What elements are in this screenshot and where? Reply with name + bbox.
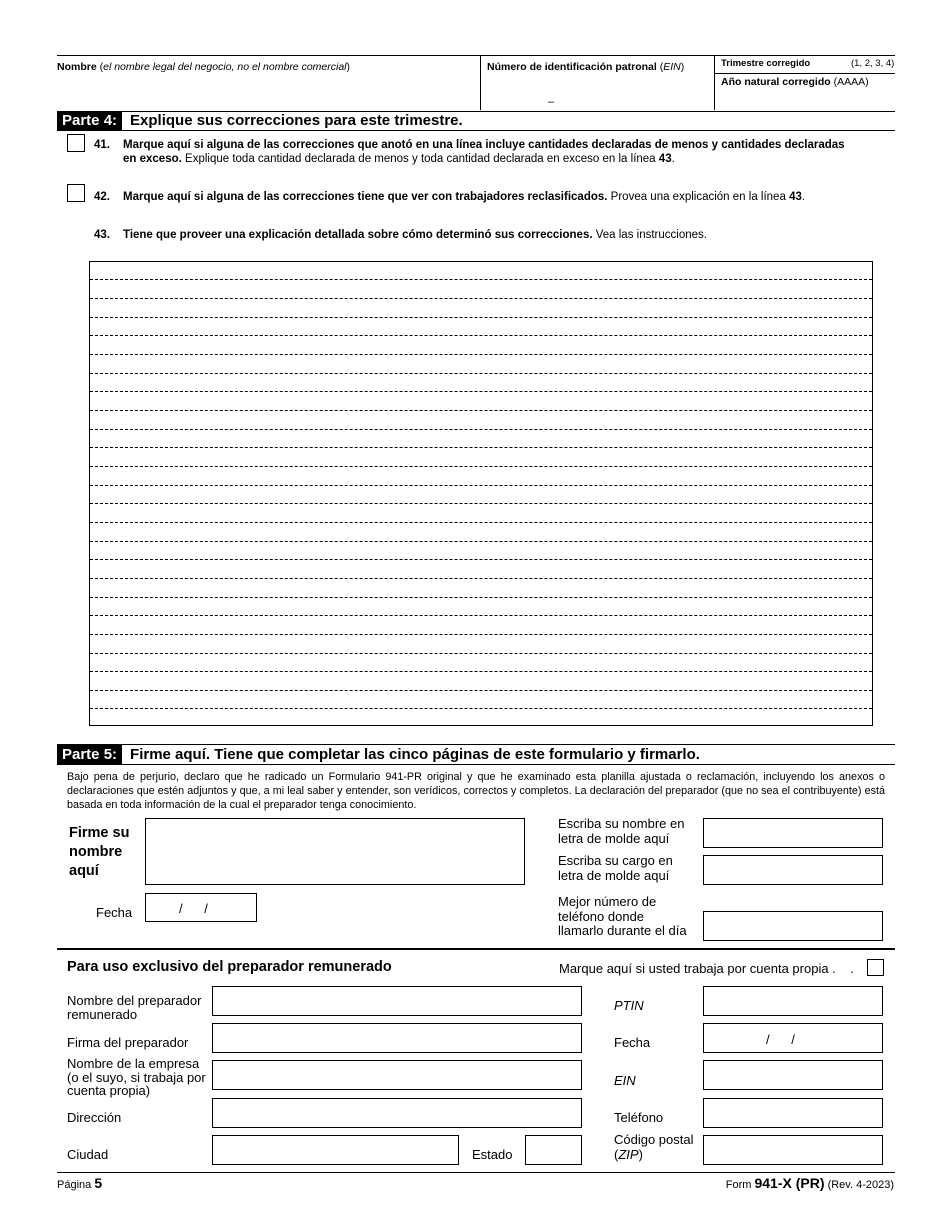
ruled-line bbox=[90, 335, 872, 336]
name-field-label: Nombre (el nombre legal del negocio, no el nombre comercial) bbox=[57, 61, 350, 73]
sign-label: Firme su nombre aquí bbox=[69, 825, 130, 879]
ruled-line bbox=[90, 653, 872, 654]
ruled-line bbox=[90, 429, 872, 430]
preparer-phone-field[interactable] bbox=[703, 1098, 883, 1128]
print-name-label: Escriba su nombre en letra de molde aquí bbox=[558, 816, 685, 846]
state-field[interactable] bbox=[525, 1135, 582, 1165]
sign-date-field[interactable] bbox=[145, 893, 257, 922]
ruled-line bbox=[90, 373, 872, 374]
header-divider-2 bbox=[714, 55, 715, 110]
preparer-signature-field[interactable] bbox=[212, 1023, 582, 1053]
daytime-phone-label: Mejor número de teléfono donde llamarlo durante el día bbox=[558, 894, 687, 938]
date-slashes: / / bbox=[179, 901, 208, 916]
line43-number: 43. bbox=[94, 229, 110, 241]
print-title-label: Escriba su cargo en letra de molde aquí bbox=[558, 853, 673, 883]
print-title-field[interactable] bbox=[703, 855, 883, 885]
firm-name-label: Nombre de la empresa (o el suyo, si trabaja por cuenta propia) bbox=[67, 1056, 206, 1098]
ruled-line bbox=[90, 597, 872, 598]
ruled-line bbox=[90, 410, 872, 411]
ruled-line bbox=[90, 447, 872, 448]
quarter-options: (1, 2, 3, 4) bbox=[851, 58, 895, 69]
part4-header-bottom bbox=[57, 130, 895, 131]
ruled-line bbox=[90, 298, 872, 299]
ein-field-label: Número de identificación patronal (EIN) bbox=[487, 61, 685, 73]
ruled-line bbox=[90, 541, 872, 542]
city-field[interactable] bbox=[212, 1135, 459, 1165]
header-top-rule bbox=[57, 55, 895, 56]
line41-text: Marque aquí si alguna de las correcciones que anotó en una línea incluye cantidades declaradas de menos y cantidades declaradas en exceso. Explique toda cantidad declarada de menos y toda cantidad declarada en exceso en la línea 43. bbox=[123, 139, 845, 165]
part4-title: Explique sus correcciones para este trimestre. bbox=[130, 112, 463, 129]
footer-rule bbox=[57, 1172, 895, 1173]
ptin-label: PTIN bbox=[614, 998, 644, 1013]
part5-label: Parte 5: bbox=[57, 745, 122, 764]
ein-dash: – bbox=[548, 96, 555, 108]
perjury-declaration: Bajo pena de perjurio, declaro que he radicado un Formulario 941-PR original y que he examinado esta planilla ajustada o reclamación, incluyendo los anexos o declaraciones que estén adjuntos y que, a mi leal saber y entender, son verídicos, correctos y completos. La declaración del preparador (que no sea el contribuyente) está basada en toda información de la cual el preparador tenga conocimiento. bbox=[67, 771, 885, 811]
line42-number: 42. bbox=[94, 191, 110, 203]
header-year-rule bbox=[714, 73, 895, 74]
ein-input-area[interactable] bbox=[484, 74, 710, 108]
ruled-line bbox=[90, 503, 872, 504]
part4-header-top bbox=[57, 111, 895, 112]
zip-label: Código postal (ZIP) bbox=[614, 1132, 694, 1162]
ruled-line bbox=[90, 485, 872, 486]
explanation-textarea[interactable] bbox=[89, 261, 873, 726]
address-field[interactable] bbox=[212, 1098, 582, 1128]
daytime-phone-field[interactable] bbox=[703, 911, 883, 941]
preparer-top-rule bbox=[57, 948, 895, 950]
ruled-line bbox=[90, 634, 872, 635]
line42-text: Marque aquí si alguna de las correcciones tiene que ver con trabajadores reclasificados. Provea una explicación en la línea 43. bbox=[123, 191, 806, 203]
ruled-line bbox=[90, 354, 872, 355]
name-input-area[interactable] bbox=[57, 74, 477, 108]
date-slashes: / / bbox=[766, 1032, 795, 1047]
line42-checkbox[interactable] bbox=[67, 184, 85, 202]
city-label: Ciudad bbox=[67, 1147, 109, 1162]
year-label: Año natural corregido (AAAA) bbox=[721, 76, 869, 88]
line41-number: 41. bbox=[94, 139, 110, 151]
line41-checkbox[interactable] bbox=[67, 134, 85, 152]
part5-header bbox=[57, 745, 700, 764]
part4-header bbox=[57, 111, 463, 130]
firm-name-field[interactable] bbox=[212, 1060, 582, 1090]
page-number: Página 5 bbox=[57, 1175, 103, 1191]
address-label: Dirección bbox=[67, 1110, 122, 1125]
ruled-line bbox=[90, 615, 872, 616]
ptin-field[interactable] bbox=[703, 986, 883, 1016]
ruled-line bbox=[90, 708, 872, 709]
line43-text: Tiene que proveer una explicación detallada sobre cómo determinó sus correcciones. Vea las instrucciones. bbox=[123, 229, 707, 241]
preparer-ein-field[interactable] bbox=[703, 1060, 883, 1090]
ruled-line bbox=[90, 522, 872, 523]
form-id: Form 941-X (PR) (Rev. 4-2023) bbox=[725, 1175, 894, 1191]
preparer-date-label: Fecha bbox=[614, 1035, 651, 1050]
ruled-line bbox=[90, 391, 872, 392]
signature-field[interactable] bbox=[145, 818, 525, 885]
header-divider-1 bbox=[480, 55, 481, 110]
zip-field[interactable] bbox=[703, 1135, 883, 1165]
ruled-line bbox=[90, 279, 872, 280]
preparer-date-field[interactable] bbox=[703, 1023, 883, 1053]
preparer-ein-label: EIN bbox=[614, 1073, 636, 1088]
ruled-line bbox=[90, 671, 872, 672]
part4-label: Parte 4: bbox=[57, 111, 122, 130]
print-name-field[interactable] bbox=[703, 818, 883, 848]
ruled-line bbox=[90, 690, 872, 691]
preparer-name-field[interactable] bbox=[212, 986, 582, 1016]
part5-title: Firme aquí. Tiene que completar las cinco páginas de este formulario y firmarlo. bbox=[130, 746, 700, 763]
sign-date-label: Fecha bbox=[96, 905, 133, 920]
ruled-line bbox=[90, 317, 872, 318]
preparer-signature-label: Firma del preparador bbox=[67, 1035, 189, 1050]
part5-header-bottom bbox=[57, 764, 895, 765]
self-employed-label: Marque aquí si usted trabaja por cuenta propia . . bbox=[559, 961, 854, 976]
quarter-label: Trimestre corregido bbox=[721, 58, 811, 69]
ruled-line bbox=[90, 559, 872, 560]
preparer-title: Para uso exclusivo del preparador remunerado bbox=[67, 959, 392, 975]
state-label: Estado bbox=[472, 1147, 513, 1162]
ruled-line bbox=[90, 578, 872, 579]
self-employed-checkbox[interactable] bbox=[867, 959, 884, 976]
preparer-name-label: Nombre del preparador remunerado bbox=[67, 993, 202, 1022]
ruled-line bbox=[90, 466, 872, 467]
preparer-phone-label: Teléfono bbox=[614, 1110, 664, 1125]
